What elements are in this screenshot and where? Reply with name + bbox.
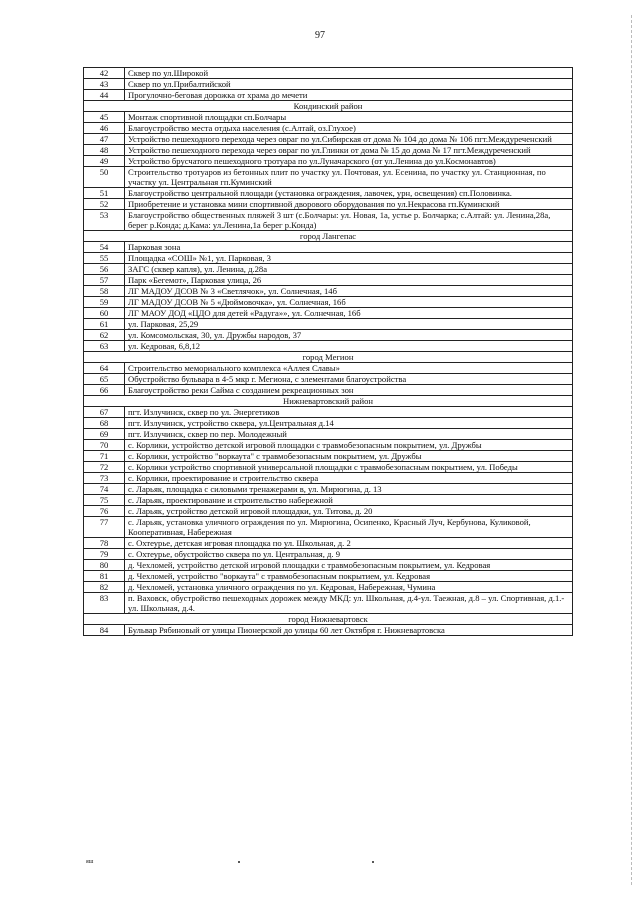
table-row [84, 538, 573, 549]
table-row [84, 495, 573, 506]
row-description: Устройство пешеходного перехода через овраг по ул.Сибирская от дома № 104 до дома № 106 пгт.Междуреченский [125, 134, 573, 145]
row-description: с. Корлики устройство спортивной универсальной площадки с травмобезопасным покрытием, ул. Победы [125, 462, 573, 473]
row-description: Бульвар Рябиновый от улицы Пионерской до улицы 60 лет Октября г. Нижневартовска [125, 625, 573, 636]
row-description: с. Корлики, устройство детской игровой площадки с травмобезопасным покрытием, ул. Дружбы [125, 440, 573, 451]
row-description: Строительство мемориального комплекса «Аллея Славы» [125, 363, 573, 374]
row-number: 69 [84, 429, 125, 440]
row-number: 49 [84, 156, 125, 167]
row-number: 58 [84, 286, 125, 297]
row-description: Парковая зона [125, 242, 573, 253]
table-row [84, 308, 573, 319]
row-number: 55 [84, 253, 125, 264]
row-number: 75 [84, 495, 125, 506]
row-number: 74 [84, 484, 125, 495]
row-number: 51 [84, 188, 125, 199]
row-description: с. Ларьяк, площадка с силовыми тренажерами в, ул. Мирюгина, д. 13 [125, 484, 573, 495]
row-number: 44 [84, 90, 125, 101]
row-number: 76 [84, 506, 125, 517]
row-description: ул. Парковая, 25,29 [125, 319, 573, 330]
scan-edge-line [631, 15, 632, 885]
row-number: 79 [84, 549, 125, 560]
table-row [84, 145, 573, 156]
row-number: 80 [84, 560, 125, 571]
row-description: Обустройство бульвара в 4-5 мкр г. Мегиона, с элементами благоустройства [125, 374, 573, 385]
row-description: Строительство тротуаров из бетонных плит по участку ул. Почтовая, ул. Есенина, по участку ул. Станционная, по участку ул. Центральная гп.Куминский [125, 167, 573, 188]
row-number: 48 [84, 145, 125, 156]
section-header-row [84, 101, 573, 112]
table-row [84, 188, 573, 199]
row-description: ЛГ МАОУ ДОД «ЦДО для детей «Радуга»», ул. Солнечная, 16б [125, 308, 573, 319]
table-row [84, 549, 573, 560]
section-title: город Лангепас [84, 231, 573, 242]
table-row [84, 429, 573, 440]
row-number: 68 [84, 418, 125, 429]
row-description: пгт. Излучинск, устройство сквера, ул.Центральная д.14 [125, 418, 573, 429]
row-number: 59 [84, 297, 125, 308]
row-number: 70 [84, 440, 125, 451]
row-description: Сквер по ул.Прибалтийской [125, 79, 573, 90]
row-description: Площадка «СОШ» №1, ул. Парковая, 3 [125, 253, 573, 264]
table-row [84, 407, 573, 418]
row-description: д. Чехломей, устройство детской игровой площадки с травмобезопасным покрытием, ул. Кедровая [125, 560, 573, 571]
table-row [84, 418, 573, 429]
row-number: 56 [84, 264, 125, 275]
table-row [84, 506, 573, 517]
row-description: п. Ваховск, обустройство пешеходных дорожек между МКД: ул. Школьная, д.4-ул. Таежная, д.8 – ул. Спортивная, д.1.- ул. Школьная, д.4. [125, 593, 573, 614]
table-row [84, 571, 573, 582]
row-description: Благоустройство общественных пляжей 3 шт (с.Болчары: ул. Новая, 1а, устье р. Болчарка; с.Алтай: ул. Ленина,28а, берег р.Конда; д.Кама: ул.Ленина,1а берег р.Конда) [125, 210, 573, 231]
table-row [84, 167, 573, 188]
table-row [84, 625, 573, 636]
section-title: Нижневартовский район [84, 396, 573, 407]
table-row [84, 319, 573, 330]
row-description: с. Ларьяк, проектирование и строительство набережной [125, 495, 573, 506]
row-number: 60 [84, 308, 125, 319]
table-row [84, 560, 573, 571]
row-number: 65 [84, 374, 125, 385]
row-number: 54 [84, 242, 125, 253]
table-row [84, 199, 573, 210]
row-number: 64 [84, 363, 125, 374]
section-title: город Нижневартовск [84, 614, 573, 625]
row-number: 72 [84, 462, 125, 473]
table-row [84, 363, 573, 374]
row-description: ЗАГС (сквер капля), ул. Ленина, д.28а [125, 264, 573, 275]
table-row [84, 112, 573, 123]
row-number: 57 [84, 275, 125, 286]
row-description: ул. Комсомольская, 30, ул. Дружбы народов, 37 [125, 330, 573, 341]
table-row [84, 330, 573, 341]
row-number: 42 [84, 68, 125, 79]
table-row [84, 134, 573, 145]
row-description: с. Ларьяк, устройство детской игровой площадки, ул. Титова, д. 20 [125, 506, 573, 517]
table-row [84, 286, 573, 297]
projects-table [83, 67, 573, 636]
row-description: с. Корлики, устройство "воркаута" с травмобезопасным покрытием, ул. Дружбы [125, 451, 573, 462]
section-header-row [84, 231, 573, 242]
row-description: Устройство пешеходного перехода через овраг по ул.Глинки от дома № 15 до дома № 17 пгт.Междуреченский [125, 145, 573, 156]
row-description: с. Ларьяк, установка уличного ограждения по ул. Мирюгина, Осипенко, Красный Луч, Кербунова, Куликовой, Кооперативная, Набережная [125, 517, 573, 538]
row-description: Благоустройство реки Сайма с созданием рекреационных зон [125, 385, 573, 396]
row-number: 47 [84, 134, 125, 145]
section-header-row [84, 352, 573, 363]
row-description: Прогулочно-беговая дорожка от храма до мечети [125, 90, 573, 101]
row-number: 53 [84, 210, 125, 231]
table-row [84, 264, 573, 275]
row-number: 81 [84, 571, 125, 582]
row-number: 62 [84, 330, 125, 341]
table-row [84, 297, 573, 308]
row-number: 82 [84, 582, 125, 593]
row-number: 45 [84, 112, 125, 123]
row-description: пгт. Излучинск, сквер по ул. Энергетиков [125, 407, 573, 418]
row-number: 63 [84, 341, 125, 352]
table-row [84, 582, 573, 593]
row-description: ул. Кедровая, 6,8,12 [125, 341, 573, 352]
row-number: 71 [84, 451, 125, 462]
row-number: 50 [84, 167, 125, 188]
table-row [84, 517, 573, 538]
row-description: Благоустройство центральной площади (установка ограждения, лавочек, урн, освещения) сп.Половинка. [125, 188, 573, 199]
section-title: Кондинский район [84, 101, 573, 112]
row-number: 52 [84, 199, 125, 210]
table-row [84, 462, 573, 473]
scan-dot [238, 861, 240, 863]
table-row [84, 440, 573, 451]
table-row [84, 451, 573, 462]
table-row [84, 68, 573, 79]
row-description: пгт. Излучинск, сквер по пер. Молодежный [125, 429, 573, 440]
table-row [84, 341, 573, 352]
row-description: с. Охтеурье, обустройство сквера по ул. Центральная, д. 9 [125, 549, 573, 560]
row-description: Устройство брусчатого пешеходного тротуара по ул.Луначарского (от ул.Ленина до ул.Космонавтов) [125, 156, 573, 167]
row-number: 61 [84, 319, 125, 330]
row-description: Сквер по ул.Широкой [125, 68, 573, 79]
section-header-row [84, 396, 573, 407]
row-description: д. Чехломей, устройство "воркаута" с травмобезопасным покрытием, ул. Кедровая [125, 571, 573, 582]
row-description: д. Чехломей, установка уличного ограждения по ул. Кедровая, Набережная, Чумина [125, 582, 573, 593]
page-number: 97 [315, 30, 325, 41]
row-number: 43 [84, 79, 125, 90]
row-number: 46 [84, 123, 125, 134]
row-number: 77 [84, 517, 125, 538]
section-header-row [84, 614, 573, 625]
row-number: 73 [84, 473, 125, 484]
row-description: Благоустройство места отдыха населения (с.Алтай, оз.Глухое) [125, 123, 573, 134]
row-description: Монтаж спортивной площадки сп.Болчары [125, 112, 573, 123]
table-row [84, 275, 573, 286]
table-row [84, 253, 573, 264]
section-title: город Мегион [84, 352, 573, 363]
row-description: ЛГ МАДОУ ДСОВ № 5 «Дюймовочка», ул. Солнечная, 16б [125, 297, 573, 308]
table-row [84, 242, 573, 253]
footer-mark: яш [86, 859, 94, 865]
row-number: 83 [84, 593, 125, 614]
scan-dot [372, 861, 374, 863]
row-number: 67 [84, 407, 125, 418]
row-description: Парк «Бегемот», Парковая улица, 26 [125, 275, 573, 286]
row-description: с. Корлики, проектирование и строительство сквера [125, 473, 573, 484]
row-number: 78 [84, 538, 125, 549]
table-row [84, 123, 573, 134]
row-number: 84 [84, 625, 125, 636]
row-description: Приобретение и установка мини спортивной дворового оборудования по ул.Некрасова гп.Куминский [125, 199, 573, 210]
table-row [84, 374, 573, 385]
table-row [84, 90, 573, 101]
table-row [84, 484, 573, 495]
table-row [84, 79, 573, 90]
row-description: с. Охтеурье, детская игровая площадка по ул. Школьная, д. 2 [125, 538, 573, 549]
table-row [84, 385, 573, 396]
row-number: 66 [84, 385, 125, 396]
row-description: ЛГ МАДОУ ДСОВ № 3 «Светлячок», ул. Солнечная, 14б [125, 286, 573, 297]
table-row [84, 156, 573, 167]
table-row [84, 593, 573, 614]
table-row [84, 473, 573, 484]
table-row [84, 210, 573, 231]
